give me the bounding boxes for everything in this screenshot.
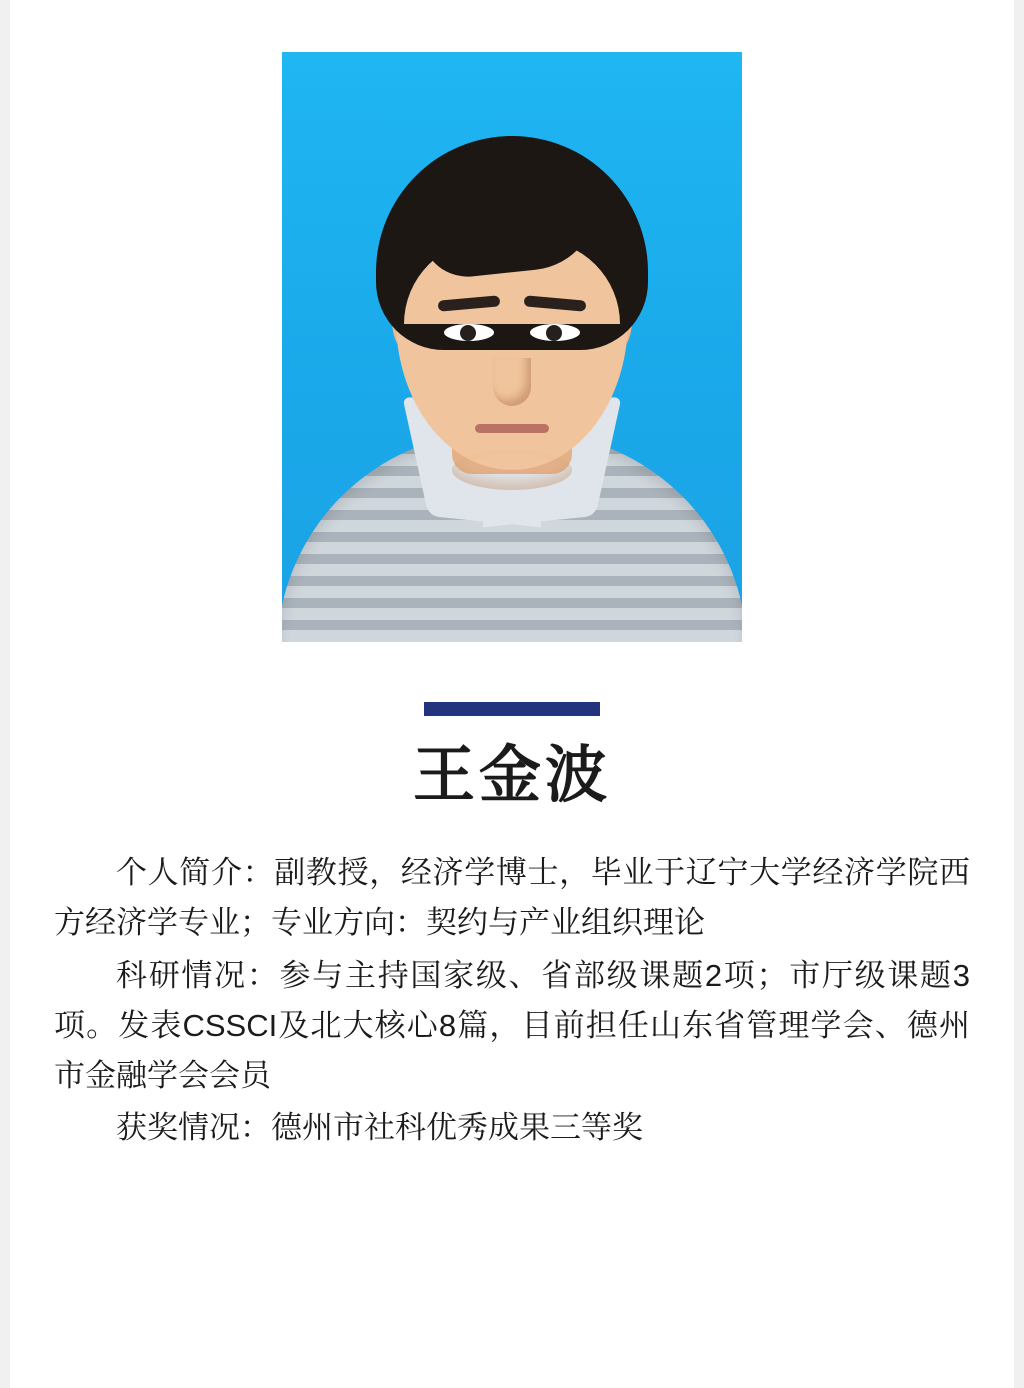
bio-paragraph-awards: 获奖情况：德州市社科优秀成果三等奖 [116,1110,643,1146]
profile-page [10,0,1014,1388]
mouth-shape [475,424,549,433]
page-title: 王金波 [412,741,611,810]
title-divider [424,702,600,716]
portrait-photo [282,52,742,642]
profile-bio [54,848,970,1155]
bio-paragraph-research: 科研情况：参与主持国家级、省部级课题2项；市厅级课题3项。发表CSSCI及北大核心8篇，目前担任山东省管理学会、德州市金融学会会员 [54,957,970,1094]
chin-shade-shape [452,450,572,490]
bio-paragraph-intro: 个人简介：副教授，经济学博士，毕业于辽宁大学经济学院西方经济学专业；专业方向：契约与产业组织理论 [54,855,970,941]
eye-left-shape [444,324,494,341]
eye-right-shape [530,324,580,341]
nose-shape [493,358,531,406]
